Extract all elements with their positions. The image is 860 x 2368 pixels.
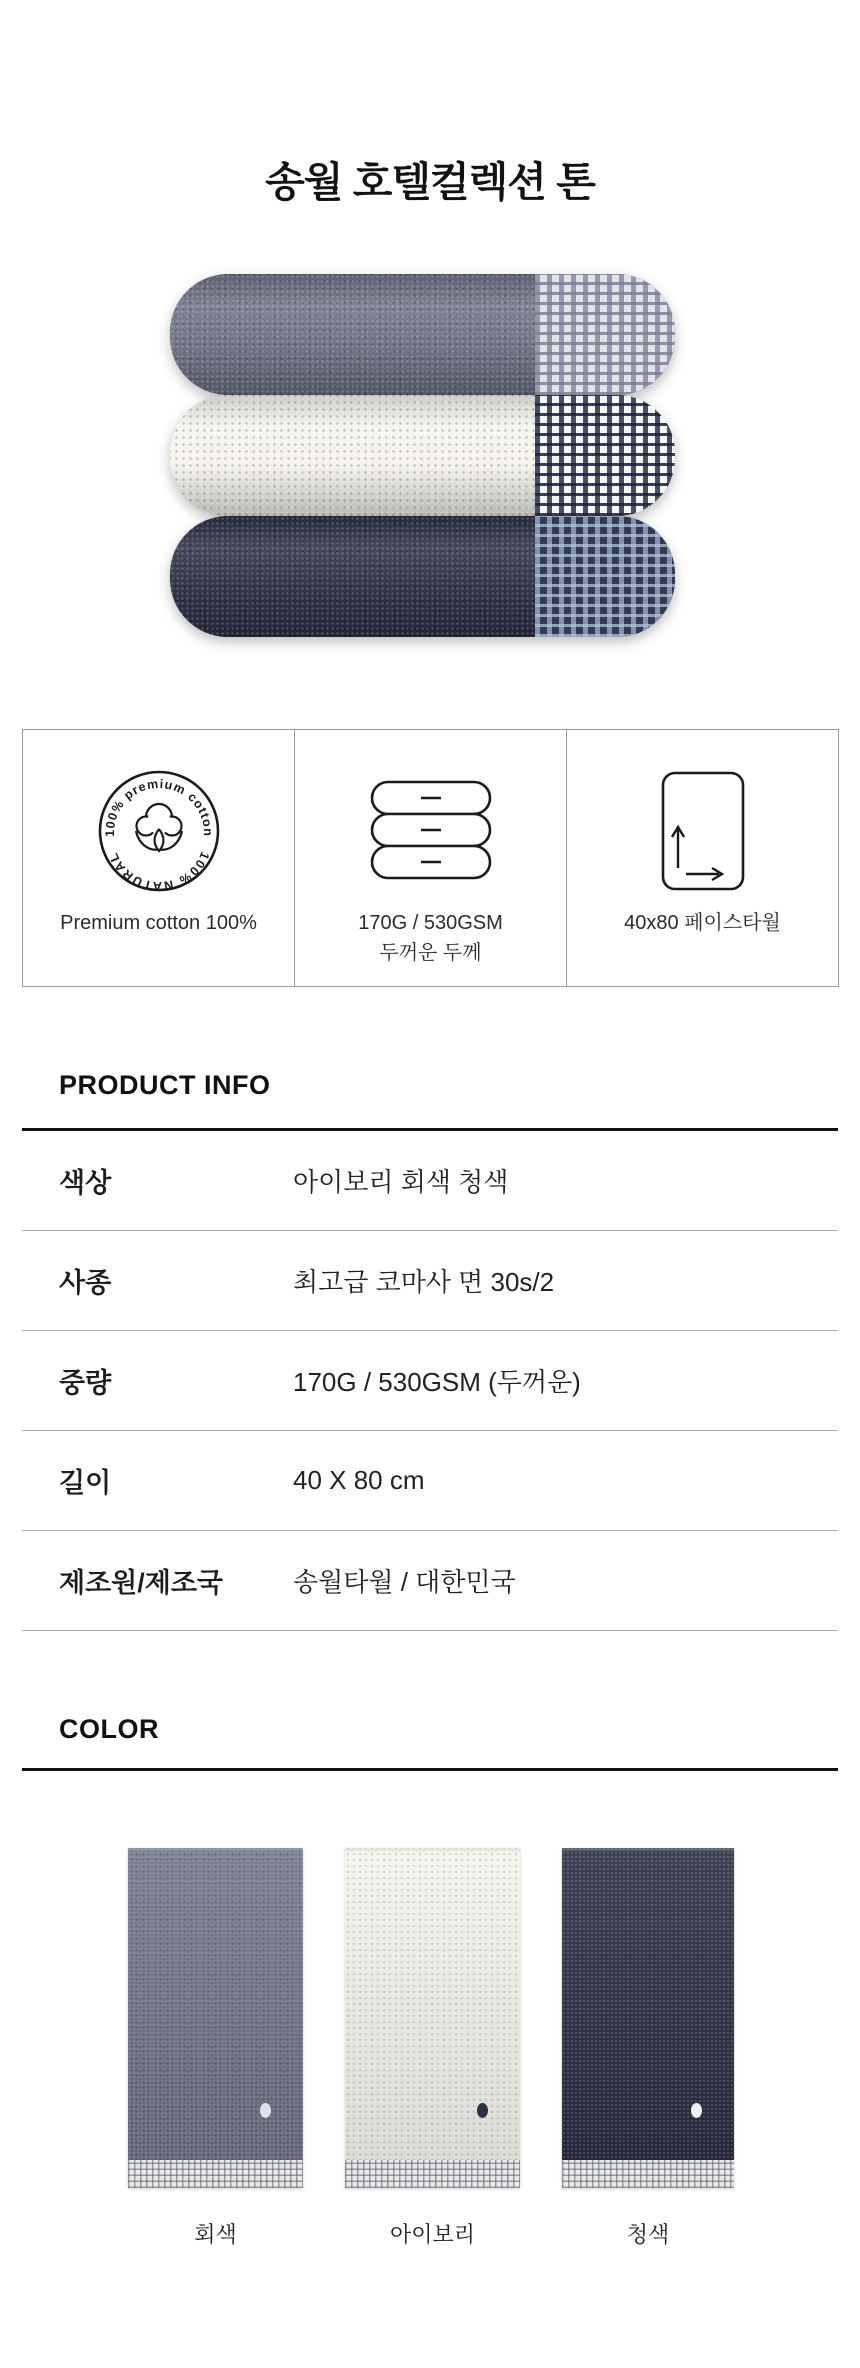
row-label: 길이 (59, 1468, 112, 1498)
row-label: 사종 (59, 1268, 112, 1298)
towel-stack-image (170, 274, 675, 637)
feature-caption: Premium cotton 100% (60, 912, 257, 934)
row-value: 최고급 코마사 면 30s/2 (293, 1267, 555, 1297)
feature-weight (294, 730, 566, 986)
swatch-label: 아이보리 (389, 2222, 475, 2247)
navy-towel-roll (170, 516, 675, 637)
cotton-badge-icon (95, 762, 223, 900)
row-value: 40 X 80 cm (293, 1465, 425, 1495)
feature-caption-line1: 170G / 530GSM (358, 912, 503, 934)
towel-border-pattern (535, 274, 675, 395)
table-row (22, 1531, 838, 1631)
row-value: 아이보리 회색 청색 (293, 1167, 509, 1197)
swatch-body (128, 1848, 303, 2160)
swatch-gray (128, 1848, 303, 2188)
row-label: 중량 (59, 1368, 112, 1398)
cotton-flower-glyph (136, 804, 182, 851)
swatch-label: 회색 (194, 2222, 237, 2247)
feature-size (566, 730, 838, 986)
ivory-towel-roll (170, 395, 675, 516)
table-row (22, 1131, 838, 1231)
towel-logo-dot (691, 2103, 702, 2118)
towel-border-pattern (535, 516, 675, 637)
feature-boxes (22, 729, 839, 987)
swatch-navy (562, 1848, 734, 2188)
color-heading: COLOR (59, 1714, 159, 1744)
table-row (22, 1231, 838, 1331)
stacked-towels-icon (370, 762, 492, 900)
swatch-label: 청색 (626, 2222, 670, 2247)
row-value: 170G / 530GSM (두꺼운) (293, 1367, 581, 1397)
product-info-heading: PRODUCT INFO (59, 1070, 271, 1100)
table-row (22, 1431, 838, 1531)
swatch-body (562, 1848, 734, 2160)
feature-caption-line2: 두꺼운 두께 (379, 942, 482, 964)
swatch-check-band (345, 2160, 520, 2188)
svg-text:100% NATURAL (105, 850, 211, 893)
feature-caption (358, 908, 503, 968)
row-value: 송월타월 / 대한민국 (293, 1567, 516, 1597)
table-row (22, 1331, 838, 1431)
divider (22, 1768, 838, 1771)
towel-border-pattern (535, 395, 675, 516)
page-title: 송월 호텔컬렉션 톤 (265, 159, 595, 206)
swatch-check-band (128, 2160, 303, 2188)
product-info-table (22, 1131, 838, 1631)
swatch-check-band (562, 2160, 734, 2188)
towel-logo-dot (477, 2103, 488, 2118)
gray-towel-roll (170, 274, 675, 395)
row-label: 제조원/제조국 (59, 1568, 223, 1598)
towel-logo-dot (260, 2103, 271, 2118)
feature-premium-cotton (23, 730, 294, 986)
feature-caption: 40x80 페이스타월 (624, 912, 781, 934)
badge-text-top: 100% premium cotton (102, 776, 215, 837)
row-label: 색상 (59, 1168, 112, 1198)
badge-text-bottom: 100% NATURAL (105, 849, 212, 894)
swatch-ivory (345, 1848, 520, 2188)
towel-size-icon (661, 762, 745, 900)
swatch-body (345, 1848, 520, 2160)
